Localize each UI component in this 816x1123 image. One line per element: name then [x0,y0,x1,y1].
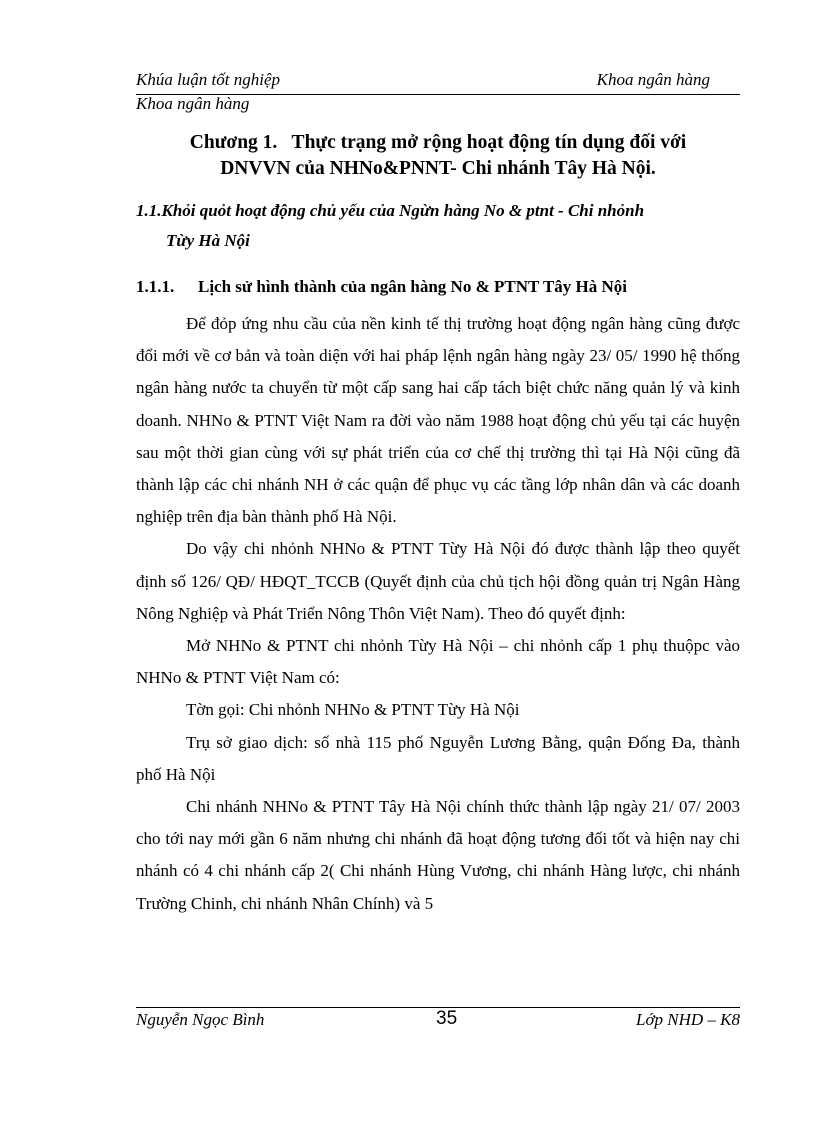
paragraph: Chi nhánh NHNo & PTNT Tây Hà Nội chính thức thành lập ngày 21/ 07/ 2003 cho tới nay mới gần 6 năm nhưng chi nhánh đã hoạt động tương đối tốt và hiện nay chi nhánh có 4 chi nhánh cấp 2( Chi nhánh Hùng Vương, chi nhánh Hàng lược, chi nhánh Trường Chinh, chi nhánh Nhân Chính) và 5 [136,797,740,913]
section-heading [136,196,740,256]
footer-page-number: 35 [436,1008,458,1029]
subsection-number: 1.1.1. [136,277,175,296]
header-faculty-label: Khoa ngân hàng [596,70,710,89]
chapter-title-line-2: DNVVN của NHNo&PNNT- Chi nhánh Tây Hà Nội. [220,158,656,179]
header-thesis-label: Khúa luận tốt nghiệp [136,70,281,89]
section-heading-line-2: Từy Hà Nội [166,231,250,250]
footer-author: Nguyễn Ngọc Bình [136,1010,265,1029]
subsection-heading [136,277,740,297]
subsection-title: Lịch sử hình thành của ngân hàng No & PTNT Tây Hà Nội [198,277,628,296]
body-text [136,308,740,920]
paragraph: Do vậy chi nhỏnh NHNo & PTNT Từy Hà Nội đó được thành lập theo quyết định số 126/ QĐ/ HĐQT_TCCB (Quyết định của chủ tịch hội đồng quản trị Ngân Hàng Nông Nghiệp và Phát Triển Nông Thôn Việt Nam). Theo đó quyết định: [136,539,740,623]
paragraph: Tờn gọi: Chi nhỏnh NHNo & PTNT Từy Hà Nội [186,700,520,720]
section-heading-line-1: 1.1.Khỏi quỏt hoạt động chủ yếu của Ngừn hàng No & ptnt - Chi nhỏnh [136,201,645,220]
chapter-title [136,130,740,182]
paragraph: Để đỏp ứng nhu cầu của nền kinh tế thị trường hoạt động ngân hàng cũng được đổi mới về cơ bản và toàn diện với hai pháp lệnh ngân hàng ngày 23/ 05/ 1990 hệ thống ngân hàng nước ta chuyển từ một cấp sang hai cấp tách biệt chức năng quản lý và kinh doanh. NHNo & PTNT Việt Nam ra đời vào năm 1988 hoạt động chủ yếu tại các huyện sau một thời gian cùng với sự phát triển của cơ chế thị trường thì tại Hà Nội cũng đã thành lập các chi nhánh NH ở các quận để phục vụ các tầng lớp nhân dân và các doanh nghiệp trên địa bàn thành phố Hà Nội. [136,314,740,527]
chapter-title-line-1: Chương 1. Thực trạng mở rộng hoạt động tín dụng đối với [189,132,687,153]
document-page [136,0,740,1123]
paragraph: Trụ sở giao dịch: số nhà 115 phố Nguyễn Lương Bằng, quận Đống Đa, thành phố Hà Nội [136,732,740,784]
header-sub-faculty: Khoa ngân hàng [136,94,250,113]
paragraph: Mở NHNo & PTNT chi nhỏnh Từy Hà Nội – chi nhỏnh cấp 1 phụ thuộpc vào NHNo & PTNT Việt Nam có: [136,636,740,688]
footer-class: Lớp NHD – K8 [635,1010,740,1029]
